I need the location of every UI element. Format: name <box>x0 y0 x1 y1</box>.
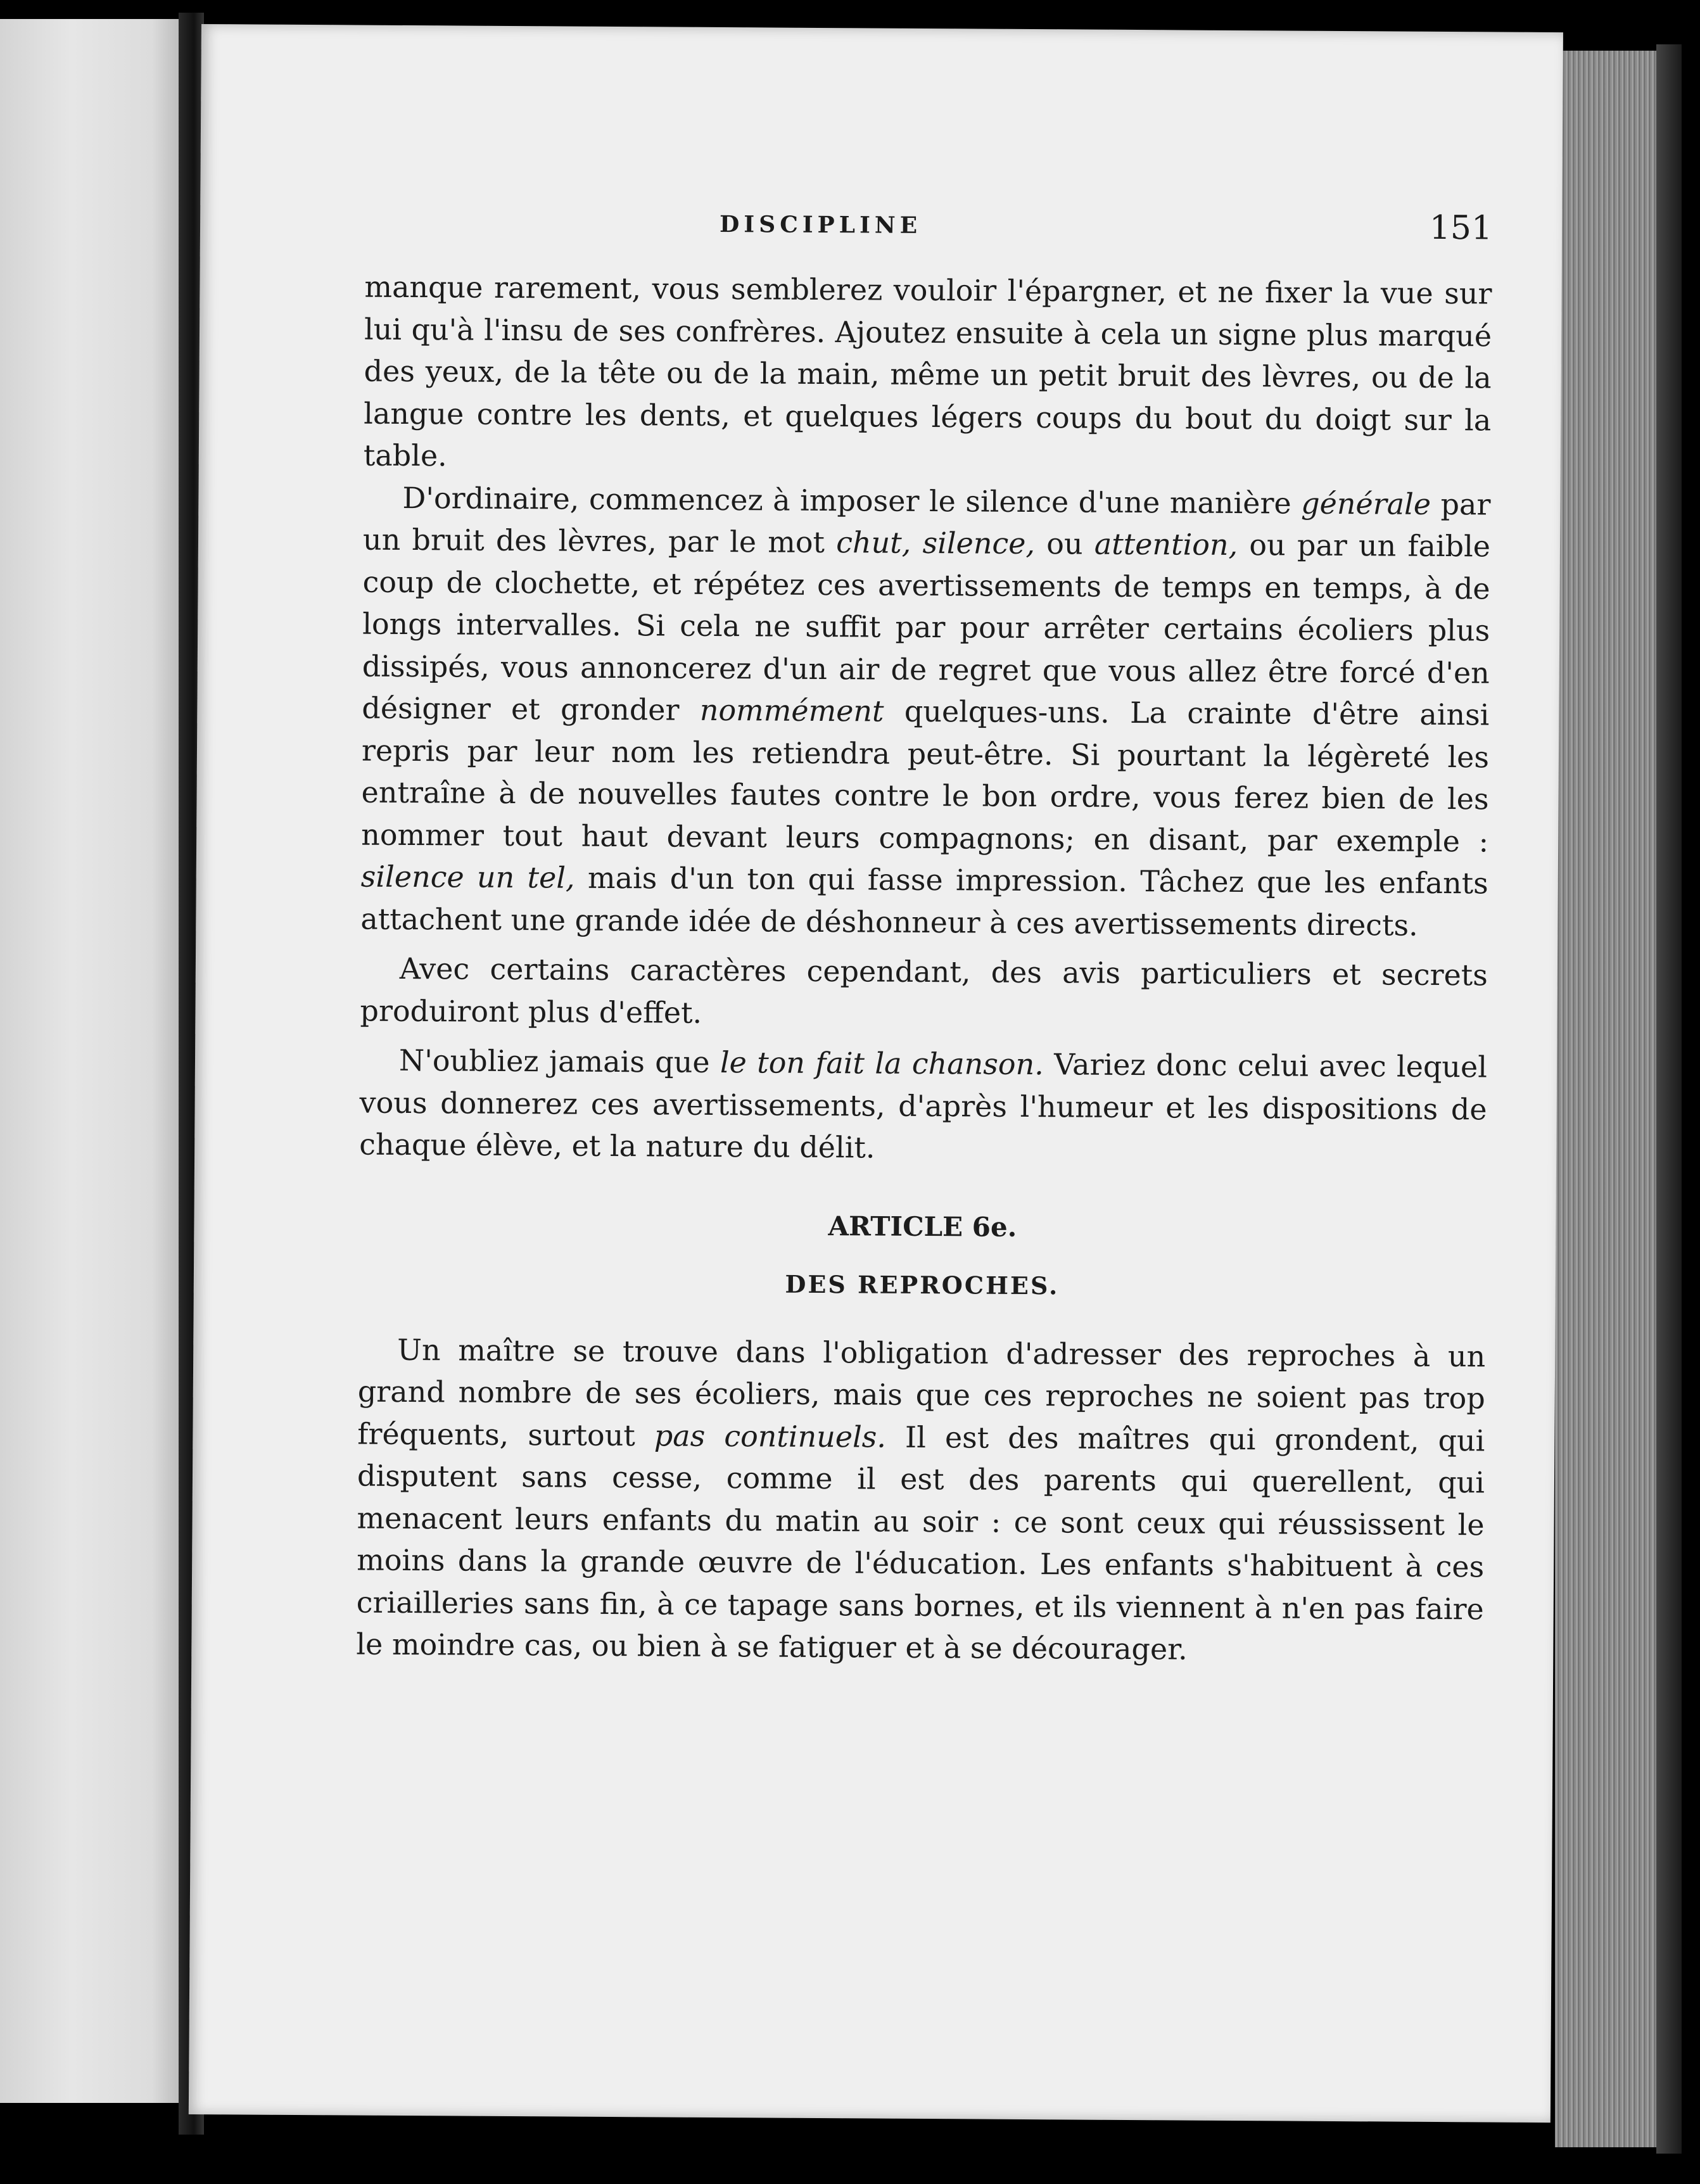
italic-text: générale <box>1300 486 1431 521</box>
italic-text: nommément <box>699 692 884 728</box>
book-cover-edge <box>1656 44 1682 2154</box>
italic-text: chut, silence, <box>836 525 1036 561</box>
text-run: Avec certains caractères cependant, des avis particuliers et secrets produiront plus d'effet. <box>360 951 1488 1030</box>
paragraph <box>359 1039 1487 1172</box>
text-run: par un bruit des lèvres, par le mot <box>362 486 1491 560</box>
text-run: mais d'un ton qui fasse impression. Tâchez que les enfants attachent une grande idée de déshonneur à ces avertissements directs. <box>360 860 1488 943</box>
text-run: ou <box>1034 526 1094 561</box>
text-run: Un maître se trouve dans l'obligation d'adresser des reproches à un grand nombre de ses écoliers, mais que ces reproches ne soient pas trop fréquents, surtout <box>357 1332 1486 1452</box>
italic-text: silence un tel, <box>360 859 575 895</box>
paragraph <box>356 1328 1485 1672</box>
running-title: DISCIPLINE <box>719 211 922 239</box>
italic-text: attention, <box>1094 526 1238 562</box>
italic-text: pas continuels. <box>654 1418 887 1454</box>
page-fore-edge <box>1555 51 1666 2147</box>
paragraph <box>360 948 1488 1039</box>
text-run: Variez donc celui avec lequel vous donnerez ces avertissements, d'après l'humeur et les dispositions de chaque élève, et la nature du délit. <box>359 1047 1488 1165</box>
paragraph-continued <box>364 266 1492 483</box>
text-run: D'ordinaire, commencez à imposer le silence d'une manière <box>402 480 1302 521</box>
text-run: manque rarement, vous semblerez vouloir l'épargner, et ne fixer la vue sur lui qu'à l'insu de ses confrères. Ajoutez ensuite à cela un signe plus marqué des yeux, de la tête ou de la main, même un petit bruit des lèvres, ou de la langue contre les dents, et quelques légers coups du bout du doigt sur la table. <box>363 269 1492 473</box>
italic-text: le ton fait la chanson. <box>720 1045 1044 1082</box>
body-text <box>356 266 1492 1672</box>
paragraph <box>360 476 1490 946</box>
page-number: 151 <box>1429 208 1493 248</box>
article-heading: ARTICLE 6e. <box>828 1210 1017 1243</box>
text-run: ou par un faible coup de clochette, et répétez ces avertissements de temps en temps, à de longs intervalles. Si cela ne suffit par pour arrêter certains écoliers plus dissipés, vous annoncerez d'un air de regret que vous allez être forcé d'en désigner et gronder <box>362 528 1491 727</box>
facing-page-edge <box>0 19 179 2103</box>
text-run: Il est des maîtres qui grondent, qui disputent sans cesse, comme il est des parents qui querellent, qui menacent leurs enfants du matin au soir : ce sont ceux qui réussissent le moins dans la grande œuvre de l'éducation. Les enfants s'habituent à ces criailleries sans fin, à ce tapage sans bornes, et ils viennent à n'en pas faire le moindre cas, ou bien à se fatiguer et à se décourager. <box>356 1419 1485 1667</box>
section-heading-text: DES REPROCHES. <box>785 1269 1060 1300</box>
text-block <box>356 203 1493 1667</box>
running-head <box>365 203 1492 260</box>
book-page <box>189 24 1563 2123</box>
text-run: N'oubliez jamais que <box>398 1043 721 1080</box>
text-run: quelques-uns. La crainte d'être ainsi repris par leur nom les retiendra peut-être. Si pourtant la légèreté les entraîne à de nouvelles fautes contre le bon ordre, vous ferez bien de les nommer tout haut devant leurs compagnons; en disant, par exemple : <box>361 694 1490 858</box>
section-heading <box>358 1261 1486 1310</box>
